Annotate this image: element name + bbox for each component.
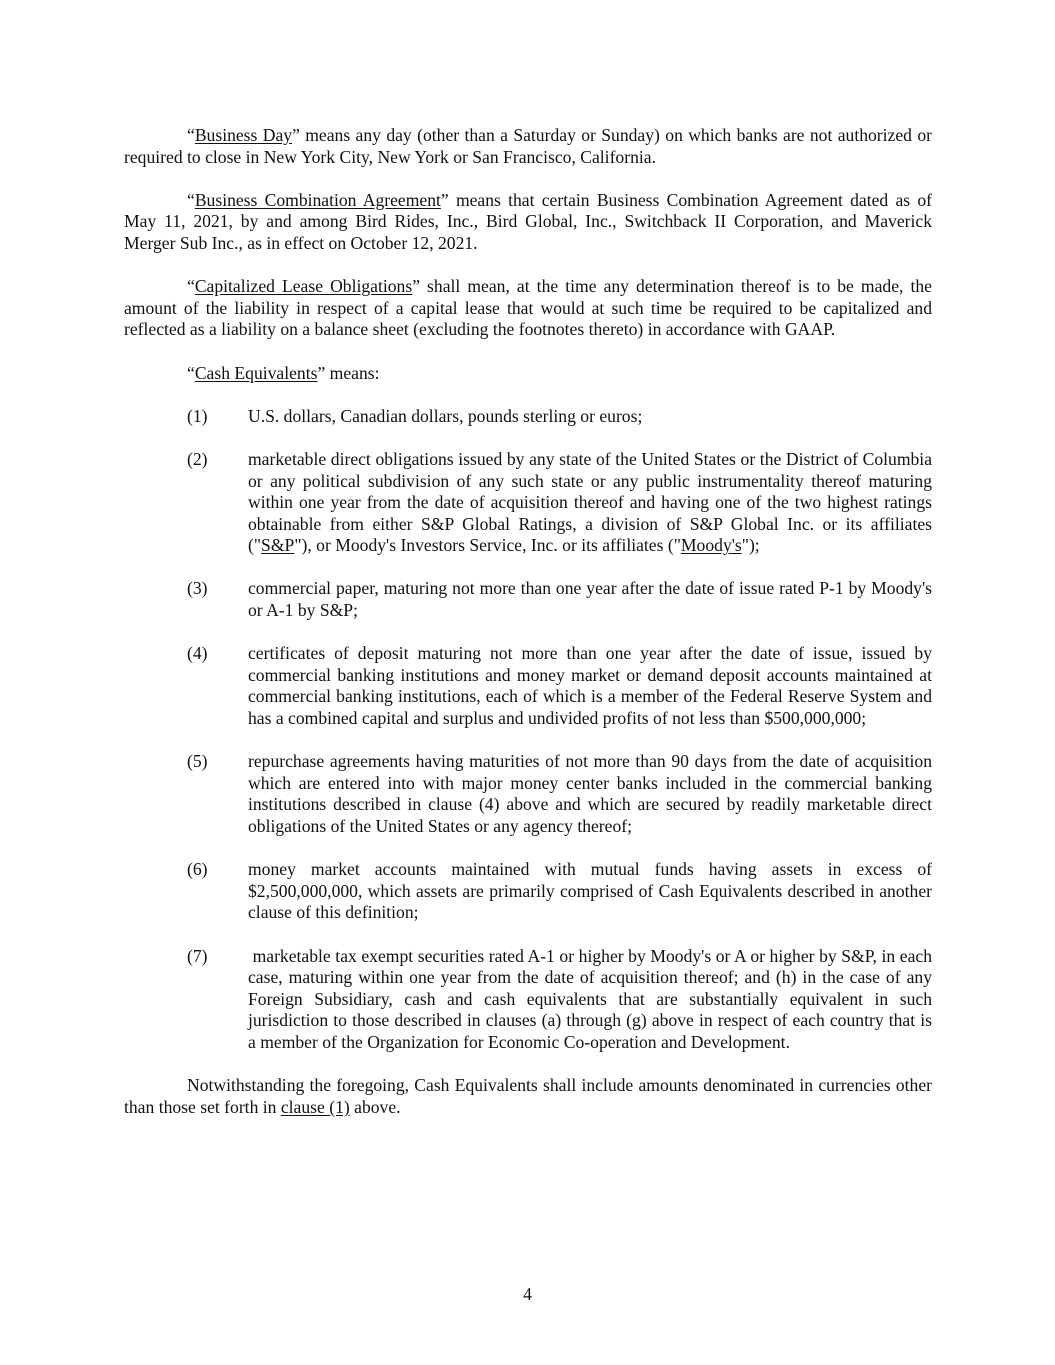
- clause-reference: clause (1): [280, 1096, 350, 1117]
- definition-cash-equivalents: [124, 363, 932, 385]
- list-item-text: repurchase agreements having maturities of not more than 90 days from the date of acquisition which are entered into with major money center banks included in the commercial banking institutions described in clause (4) above and which are secured by readily marketable direct obligations of the United States or any agency thereof;: [248, 751, 932, 836]
- list-item-text: certificates of deposit maturing not more than one year after the date of issue, issued by commercial banking institutions and money market or demand deposit accounts maintained at commercial banking institutions, each of which is a member of the Federal Reserve System and has a combined capital and surplus and undivided profits of not less than $500,000,000;: [248, 643, 932, 729]
- open-quote: “: [187, 362, 195, 383]
- list-item-text-part: marketable direct obligations issued by any state of the United States or the District of Columbia or any political subdivision of any such state or any public instrumentality thereof maturing within one year from the date of acquisition thereof and having one of the two highest ratings obtainable from either S&P Global Ratings, a division of S&P Global Inc. or its affiliates (": [248, 448, 932, 556]
- list-item-6: [124, 859, 932, 924]
- list-item-7: [124, 945, 937, 1054]
- list-item-text: marketable tax exempt securities rated A-1 or higher by Moody's or A or higher by S&P, in each case, maturing within one year from the date of acquisition thereof; and (h) in the case of any Foreign Subsidiary, cash and cash equivalents that are substantially equivalent in such jurisdiction to those described in clauses (a) through (g) above in respect of each country that is a member of the Organization for Economic Co-operation and Development.: [248, 945, 937, 1052]
- definition-text: ” means:: [317, 362, 380, 383]
- list-item-3: [124, 578, 932, 621]
- list-number: (4): [187, 643, 208, 664]
- page-body: [124, 125, 937, 1140]
- list-number: (2): [187, 448, 208, 469]
- defined-term-sp: S&P: [261, 535, 295, 556]
- list-number: (7): [187, 945, 208, 966]
- defined-term: Business Combination Agreement: [194, 189, 441, 210]
- open-quote: “: [187, 125, 195, 145]
- paragraph-text: above.: [349, 1096, 401, 1117]
- list-item-4: [124, 643, 932, 729]
- list-item-text: money market accounts maintained with mutual funds having assets in excess of $2,500,000,000, which assets are primarily comprised of Cash Equivalents described in another clause of this definition;: [248, 859, 932, 923]
- definition-business-day: [124, 125, 932, 168]
- defined-term: Capitalized Lease Obligations: [194, 276, 413, 297]
- list-item-1: [124, 406, 932, 428]
- paragraph-text: Notwithstanding the foregoing, Cash Equivalents shall include amounts denominated in currencies other than those set forth in: [124, 1075, 932, 1117]
- open-quote: “: [187, 189, 195, 210]
- list-number: (3): [187, 578, 208, 599]
- list-number: (1): [187, 405, 208, 426]
- list-item-text: [248, 449, 932, 557]
- list-item-2: [124, 449, 932, 557]
- definition-business-combination-agreement: [124, 190, 932, 255]
- defined-term: Business Day: [194, 125, 293, 145]
- list-item-5: [124, 751, 932, 837]
- definition-text: ” means any day (other than a Saturday or Sunday) on which banks are not authorized or required to close in New York City, New York or San Francisco, California.: [124, 125, 932, 167]
- defined-term-moodys: Moody's: [680, 535, 742, 556]
- definition-capitalized-lease-obligations: [124, 276, 932, 341]
- definition-text: ” means that certain Business Combination Agreement dated as of May 11, 2021, by and among Bird Rides, Inc., Bird Global, Inc., Switchback II Corporation, and Maverick Merger Sub Inc., as in effect on October 12, 2021.: [124, 189, 932, 253]
- notwithstanding-paragraph: [124, 1075, 932, 1118]
- list-item-text-part: "), or Moody's Investors Service, Inc. or its affiliates (": [294, 535, 681, 556]
- list-number: (6): [187, 859, 208, 880]
- list-number: (5): [187, 751, 208, 772]
- definition-text: ” shall mean, at the time any determination thereof is to be made, the amount of the liability in respect of a capital lease that would at such time be required to be capitalized and reflected as a liability on a balance sheet (excluding the footnotes thereto) in accordance with GAAP.: [124, 276, 932, 340]
- defined-term: Cash Equivalents: [194, 362, 318, 383]
- list-item-text: U.S. dollars, Canadian dollars, pounds sterling or euros;: [248, 405, 643, 426]
- page-number: 4: [523, 1284, 532, 1304]
- list-item-text: commercial paper, maturing not more than one year after the date of issue rated P-1 by Moody's or A-1 by S&P;: [248, 578, 932, 621]
- open-quote: “: [187, 276, 195, 297]
- list-item-text-part: ");: [741, 535, 760, 556]
